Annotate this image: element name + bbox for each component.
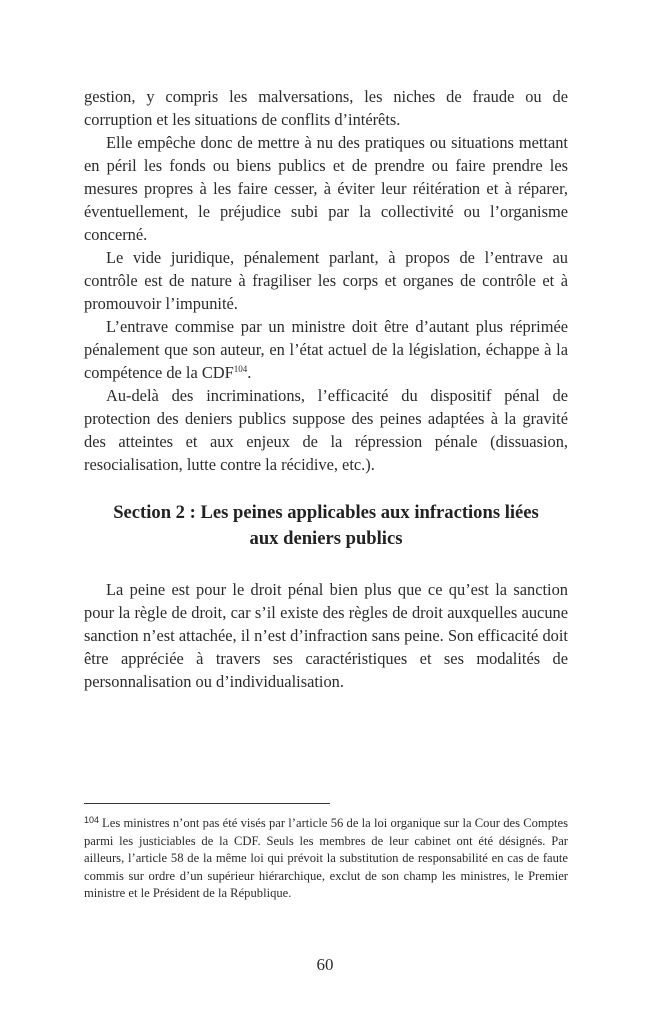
paragraph-continuation: gestion, y compris les malversations, les niches de fraude ou de corruption et les situations de conflits d’intérêts. — [84, 87, 568, 129]
paragraph-incriminations: Au-delà des incriminations, l’efficacité du dispositif pénal de protection des deniers publics suppose des peines adaptées à la gravité des atteintes et aux enjeux de la répression pénale (dissuasion, resocialisation, lutte contre la récidive, etc.). — [84, 386, 568, 474]
paragraph-penalty: La peine est pour le droit pénal bien plus que ce qu’est la sanction pour la règle de droit, car s’il existe des règles de droit auxquelles aucune sanction n’est attachée, il n’est d’infraction sans peine. Son efficacité doit être appréciée à travers ses caractéristiques et ses modalités de personnalisation ou d’individualisation. — [84, 580, 568, 691]
footnote — [84, 815, 568, 903]
footnote-text: Les ministres n’ont pas été visés par l’article 56 de la loi organique sur la Cour des Comptes parmi les justiciables de la CDF. Seuls les membres de leur cabinet ont été désignés. Par ailleurs, l’article 58 de la même loi qui prévoit la substitution de responsabilité en cas de faute commis sur ordre d’un supérieur hiérarchique, exclut de son champ les ministres, le Premier ministre et le Président de la République. — [84, 816, 568, 901]
section-heading: Section 2 : Les peines applicables aux infractions liées aux deniers publics — [113, 502, 539, 549]
footnote-separator — [84, 803, 330, 804]
paragraph-obstruction-effects: Elle empêche donc de mettre à nu des pratiques ou situations mettant en péril les fonds ou biens publics et de prendre ou faire prendre les mesures propres à les faire cesser, à éviter leur réitération et à réparer, éventuellement, le préjudice subi par la collectivité ou l’organisme concerné. — [84, 133, 568, 244]
footnote-marker: 104 — [84, 815, 100, 825]
paragraph-minister-obstruction — [84, 315, 568, 384]
page-body — [84, 85, 568, 693]
page-number: 60 — [316, 955, 334, 974]
paragraph-minister-text: L’entrave commise par un ministre doit être d’autant plus réprimée pénalement que son auteur, en l’état actuel de la législation, échappe à la compétence de la CDF — [84, 317, 568, 382]
paragraph-minister-end: . — [247, 363, 252, 382]
paragraph-legal-vacuum: Le vide juridique, pénalement parlant, à propos de l’entrave au contrôle est de nature à fragiliser les corps et organes de contrôle et à promouvoir l’impunité. — [84, 248, 568, 313]
footnote-reference[interactable]: 104 — [233, 364, 248, 374]
